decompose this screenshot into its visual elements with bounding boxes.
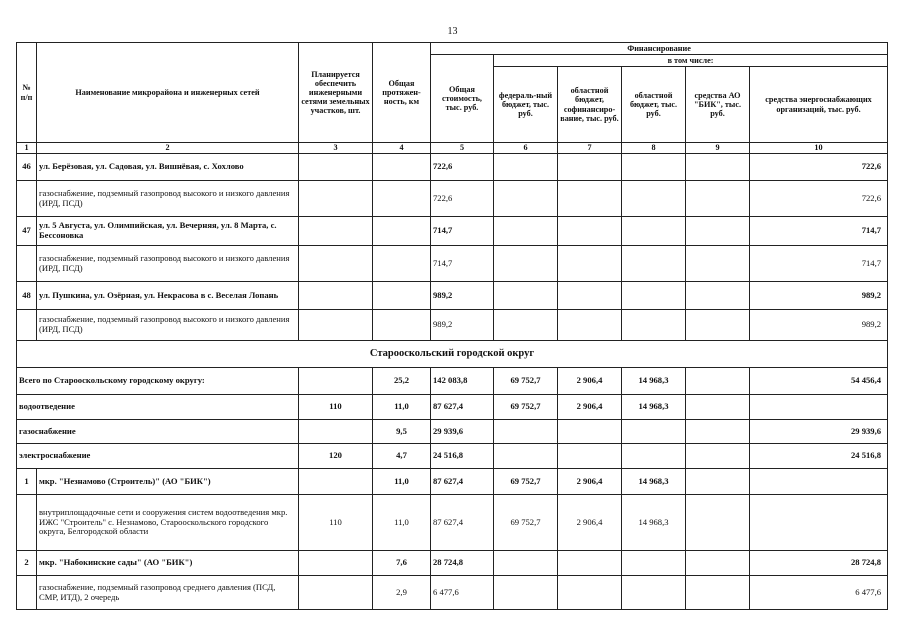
section-title: Старооскольский городской округ (17, 341, 888, 368)
cell-energy (750, 495, 888, 551)
cell-energy: 722,6 (750, 181, 888, 217)
cell-total: 714,7 (431, 217, 494, 246)
cell-length: 11,0 (373, 469, 431, 495)
row-name: газоснабжение, подземный газопровод высокого и низкого давления (ИРД, ПСД) (37, 181, 299, 217)
header-total: Общая стоимость, тыс. руб. (431, 55, 494, 143)
cell-regc (558, 246, 622, 282)
cell-fed (494, 444, 558, 469)
colnum: 3 (299, 143, 373, 154)
table-row (17, 246, 888, 282)
colnum: 5 (431, 143, 494, 154)
cell-reg (622, 444, 686, 469)
colnum: 9 (686, 143, 750, 154)
summary-name: водоотведение (17, 395, 299, 420)
cell-plots (299, 246, 373, 282)
financing-table (16, 42, 888, 610)
row-name: мкр. "Набокинские сады" (АО "БИК") (37, 551, 299, 576)
cell-regc (558, 217, 622, 246)
cell-energy: 989,2 (750, 310, 888, 341)
colnum: 4 (373, 143, 431, 154)
summary-name: газоснабжение (17, 420, 299, 444)
cell-plots: 110 (299, 395, 373, 420)
cell-energy (750, 395, 888, 420)
cell-bik (686, 154, 750, 181)
cell-regc: 2 906,4 (558, 469, 622, 495)
cell-length (373, 246, 431, 282)
cell-regc: 2 906,4 (558, 395, 622, 420)
table-row (17, 310, 888, 341)
cell-energy: 29 939,6 (750, 420, 888, 444)
cell-fed (494, 551, 558, 576)
section-row (17, 341, 888, 368)
row-number (17, 246, 37, 282)
colnum: 6 (494, 143, 558, 154)
cell-energy: 24 516,8 (750, 444, 888, 469)
cell-fed: 69 752,7 (494, 395, 558, 420)
cell-fed (494, 282, 558, 310)
cell-reg: 14 968,3 (622, 368, 686, 395)
cell-fed (494, 310, 558, 341)
table-row (17, 217, 888, 246)
row-number (17, 576, 37, 610)
table-row (17, 469, 888, 495)
row-name: ул. Берёзовая, ул. Садовая, ул. Вишнёвая, с. Хохлово (37, 154, 299, 181)
cell-plots (299, 551, 373, 576)
cell-plots (299, 154, 373, 181)
cell-reg (622, 576, 686, 610)
cell-reg (622, 282, 686, 310)
cell-plots (299, 368, 373, 395)
colnum: 7 (558, 143, 622, 154)
cell-length: 25,2 (373, 368, 431, 395)
cell-energy: 989,2 (750, 282, 888, 310)
header-regional-cofin: областной бюджет, софинансиро-вание, тыс. руб. (558, 67, 622, 143)
row-name: газоснабжение, подземный газопровод среднего давления (ПСД, СМР, ИТД), 2 очередь (37, 576, 299, 610)
cell-fed (494, 217, 558, 246)
cell-bik (686, 420, 750, 444)
table-row (17, 181, 888, 217)
cell-reg (622, 181, 686, 217)
cell-length (373, 154, 431, 181)
colnum: 1 (17, 143, 37, 154)
row-number (17, 495, 37, 551)
cell-fed: 69 752,7 (494, 469, 558, 495)
cell-energy: 28 724,8 (750, 551, 888, 576)
cell-reg (622, 154, 686, 181)
cell-total: 714,7 (431, 246, 494, 282)
header-plots: Планируется обеспечить инженерными сетями земельных участков, шт. (299, 43, 373, 143)
cell-bik (686, 368, 750, 395)
cell-bik (686, 495, 750, 551)
cell-reg (622, 246, 686, 282)
cell-fed (494, 246, 558, 282)
row-name: газоснабжение, подземный газопровод высокого и низкого давления (ИРД, ПСД) (37, 310, 299, 341)
cell-total: 24 516,8 (431, 444, 494, 469)
table-row (17, 495, 888, 551)
header-no: № п/п (17, 43, 37, 143)
row-name: газоснабжение, подземный газопровод высокого и низкого давления (ИРД, ПСД) (37, 246, 299, 282)
cell-regc (558, 310, 622, 341)
row-name: мкр. "Незнамово (Строитель)" (АО "БИК") (37, 469, 299, 495)
cell-total: 142 083,8 (431, 368, 494, 395)
header-bik: средства АО "БИК", тыс. руб. (686, 67, 750, 143)
cell-reg (622, 420, 686, 444)
cell-total: 87 627,4 (431, 469, 494, 495)
cell-regc (558, 576, 622, 610)
row-name: ул. Пушкина, ул. Озёрная, ул. Некрасова в с. Веселая Лопань (37, 282, 299, 310)
cell-energy: 54 456,4 (750, 368, 888, 395)
cell-fed (494, 181, 558, 217)
summary-row (17, 444, 888, 469)
table-row (17, 282, 888, 310)
cell-total: 989,2 (431, 310, 494, 341)
summary-name: Всего по Старооскольскому городскому округу: (17, 368, 299, 395)
cell-bik (686, 217, 750, 246)
cell-plots (299, 282, 373, 310)
cell-fed (494, 576, 558, 610)
row-number: 2 (17, 551, 37, 576)
cell-bik (686, 576, 750, 610)
cell-length: 9,5 (373, 420, 431, 444)
cell-plots: 120 (299, 444, 373, 469)
cell-length: 2,9 (373, 576, 431, 610)
cell-plots: 110 (299, 495, 373, 551)
colnum: 8 (622, 143, 686, 154)
header-regional: областной бюджет, тыс. руб. (622, 67, 686, 143)
cell-reg: 14 968,3 (622, 469, 686, 495)
cell-fed (494, 154, 558, 181)
cell-length (373, 282, 431, 310)
cell-total: 722,6 (431, 154, 494, 181)
colnum: 10 (750, 143, 888, 154)
cell-length (373, 310, 431, 341)
header-including: в том числе: (494, 55, 888, 67)
cell-plots (299, 181, 373, 217)
cell-total: 6 477,6 (431, 576, 494, 610)
row-number: 1 (17, 469, 37, 495)
cell-plots (299, 420, 373, 444)
cell-length: 11,0 (373, 395, 431, 420)
cell-reg: 14 968,3 (622, 395, 686, 420)
cell-regc (558, 420, 622, 444)
table-row (17, 154, 888, 181)
cell-reg (622, 217, 686, 246)
header-name: Наименование микрорайона и инженерных сетей (37, 43, 299, 143)
cell-regc (558, 181, 622, 217)
row-name: ул. 5 Августа, ул. Олимпийская, ул. Вечерняя, ул. 8 Марта, с. Бессоновка (37, 217, 299, 246)
cell-regc (558, 444, 622, 469)
cell-plots (299, 310, 373, 341)
row-number (17, 181, 37, 217)
header-energy: средства энергоснабжающих организаций, тыс. руб. (750, 67, 888, 143)
summary-row (17, 368, 888, 395)
cell-regc: 2 906,4 (558, 368, 622, 395)
cell-energy: 6 477,6 (750, 576, 888, 610)
header-length: Общая протяжен-ность, км (373, 43, 431, 143)
cell-energy: 722,6 (750, 154, 888, 181)
cell-fed: 69 752,7 (494, 368, 558, 395)
cell-total: 989,2 (431, 282, 494, 310)
cell-regc: 2 906,4 (558, 495, 622, 551)
cell-energy: 714,7 (750, 246, 888, 282)
cell-total: 87 627,4 (431, 395, 494, 420)
cell-fed: 69 752,7 (494, 495, 558, 551)
cell-energy (750, 469, 888, 495)
cell-regc (558, 154, 622, 181)
cell-length: 7,6 (373, 551, 431, 576)
header-federal: федераль-ный бюджет, тыс. руб. (494, 67, 558, 143)
summary-name: электроснабжение (17, 444, 299, 469)
table-row (17, 551, 888, 576)
cell-plots (299, 469, 373, 495)
cell-length: 11,0 (373, 495, 431, 551)
summary-row (17, 420, 888, 444)
cell-total: 29 939,6 (431, 420, 494, 444)
row-number: 47 (17, 217, 37, 246)
cell-reg: 14 968,3 (622, 495, 686, 551)
cell-bik (686, 310, 750, 341)
cell-bik (686, 181, 750, 217)
cell-plots (299, 217, 373, 246)
cell-bik (686, 282, 750, 310)
cell-bik (686, 444, 750, 469)
colnum: 2 (37, 143, 299, 154)
cell-bik (686, 469, 750, 495)
cell-total: 28 724,8 (431, 551, 494, 576)
cell-regc (558, 282, 622, 310)
cell-fed (494, 420, 558, 444)
cell-energy: 714,7 (750, 217, 888, 246)
row-number: 48 (17, 282, 37, 310)
cell-regc (558, 551, 622, 576)
cell-length (373, 217, 431, 246)
cell-total: 722,6 (431, 181, 494, 217)
cell-reg (622, 310, 686, 341)
summary-row (17, 395, 888, 420)
cell-total: 87 627,4 (431, 495, 494, 551)
cell-bik (686, 246, 750, 282)
header-financing: Финансирование (431, 43, 888, 55)
cell-length (373, 181, 431, 217)
cell-bik (686, 395, 750, 420)
cell-plots (299, 576, 373, 610)
cell-reg (622, 551, 686, 576)
page-number: 13 (447, 26, 458, 37)
row-number (17, 310, 37, 341)
cell-bik (686, 551, 750, 576)
row-name: внутриплощадочные сети и сооружения систем водоотведения мкр. ИЖС "Строитель" с. Незнамово, Старооскольского городского округа, Белгородской области (37, 495, 299, 551)
table-row (17, 576, 888, 610)
cell-length: 4,7 (373, 444, 431, 469)
row-number: 46 (17, 154, 37, 181)
